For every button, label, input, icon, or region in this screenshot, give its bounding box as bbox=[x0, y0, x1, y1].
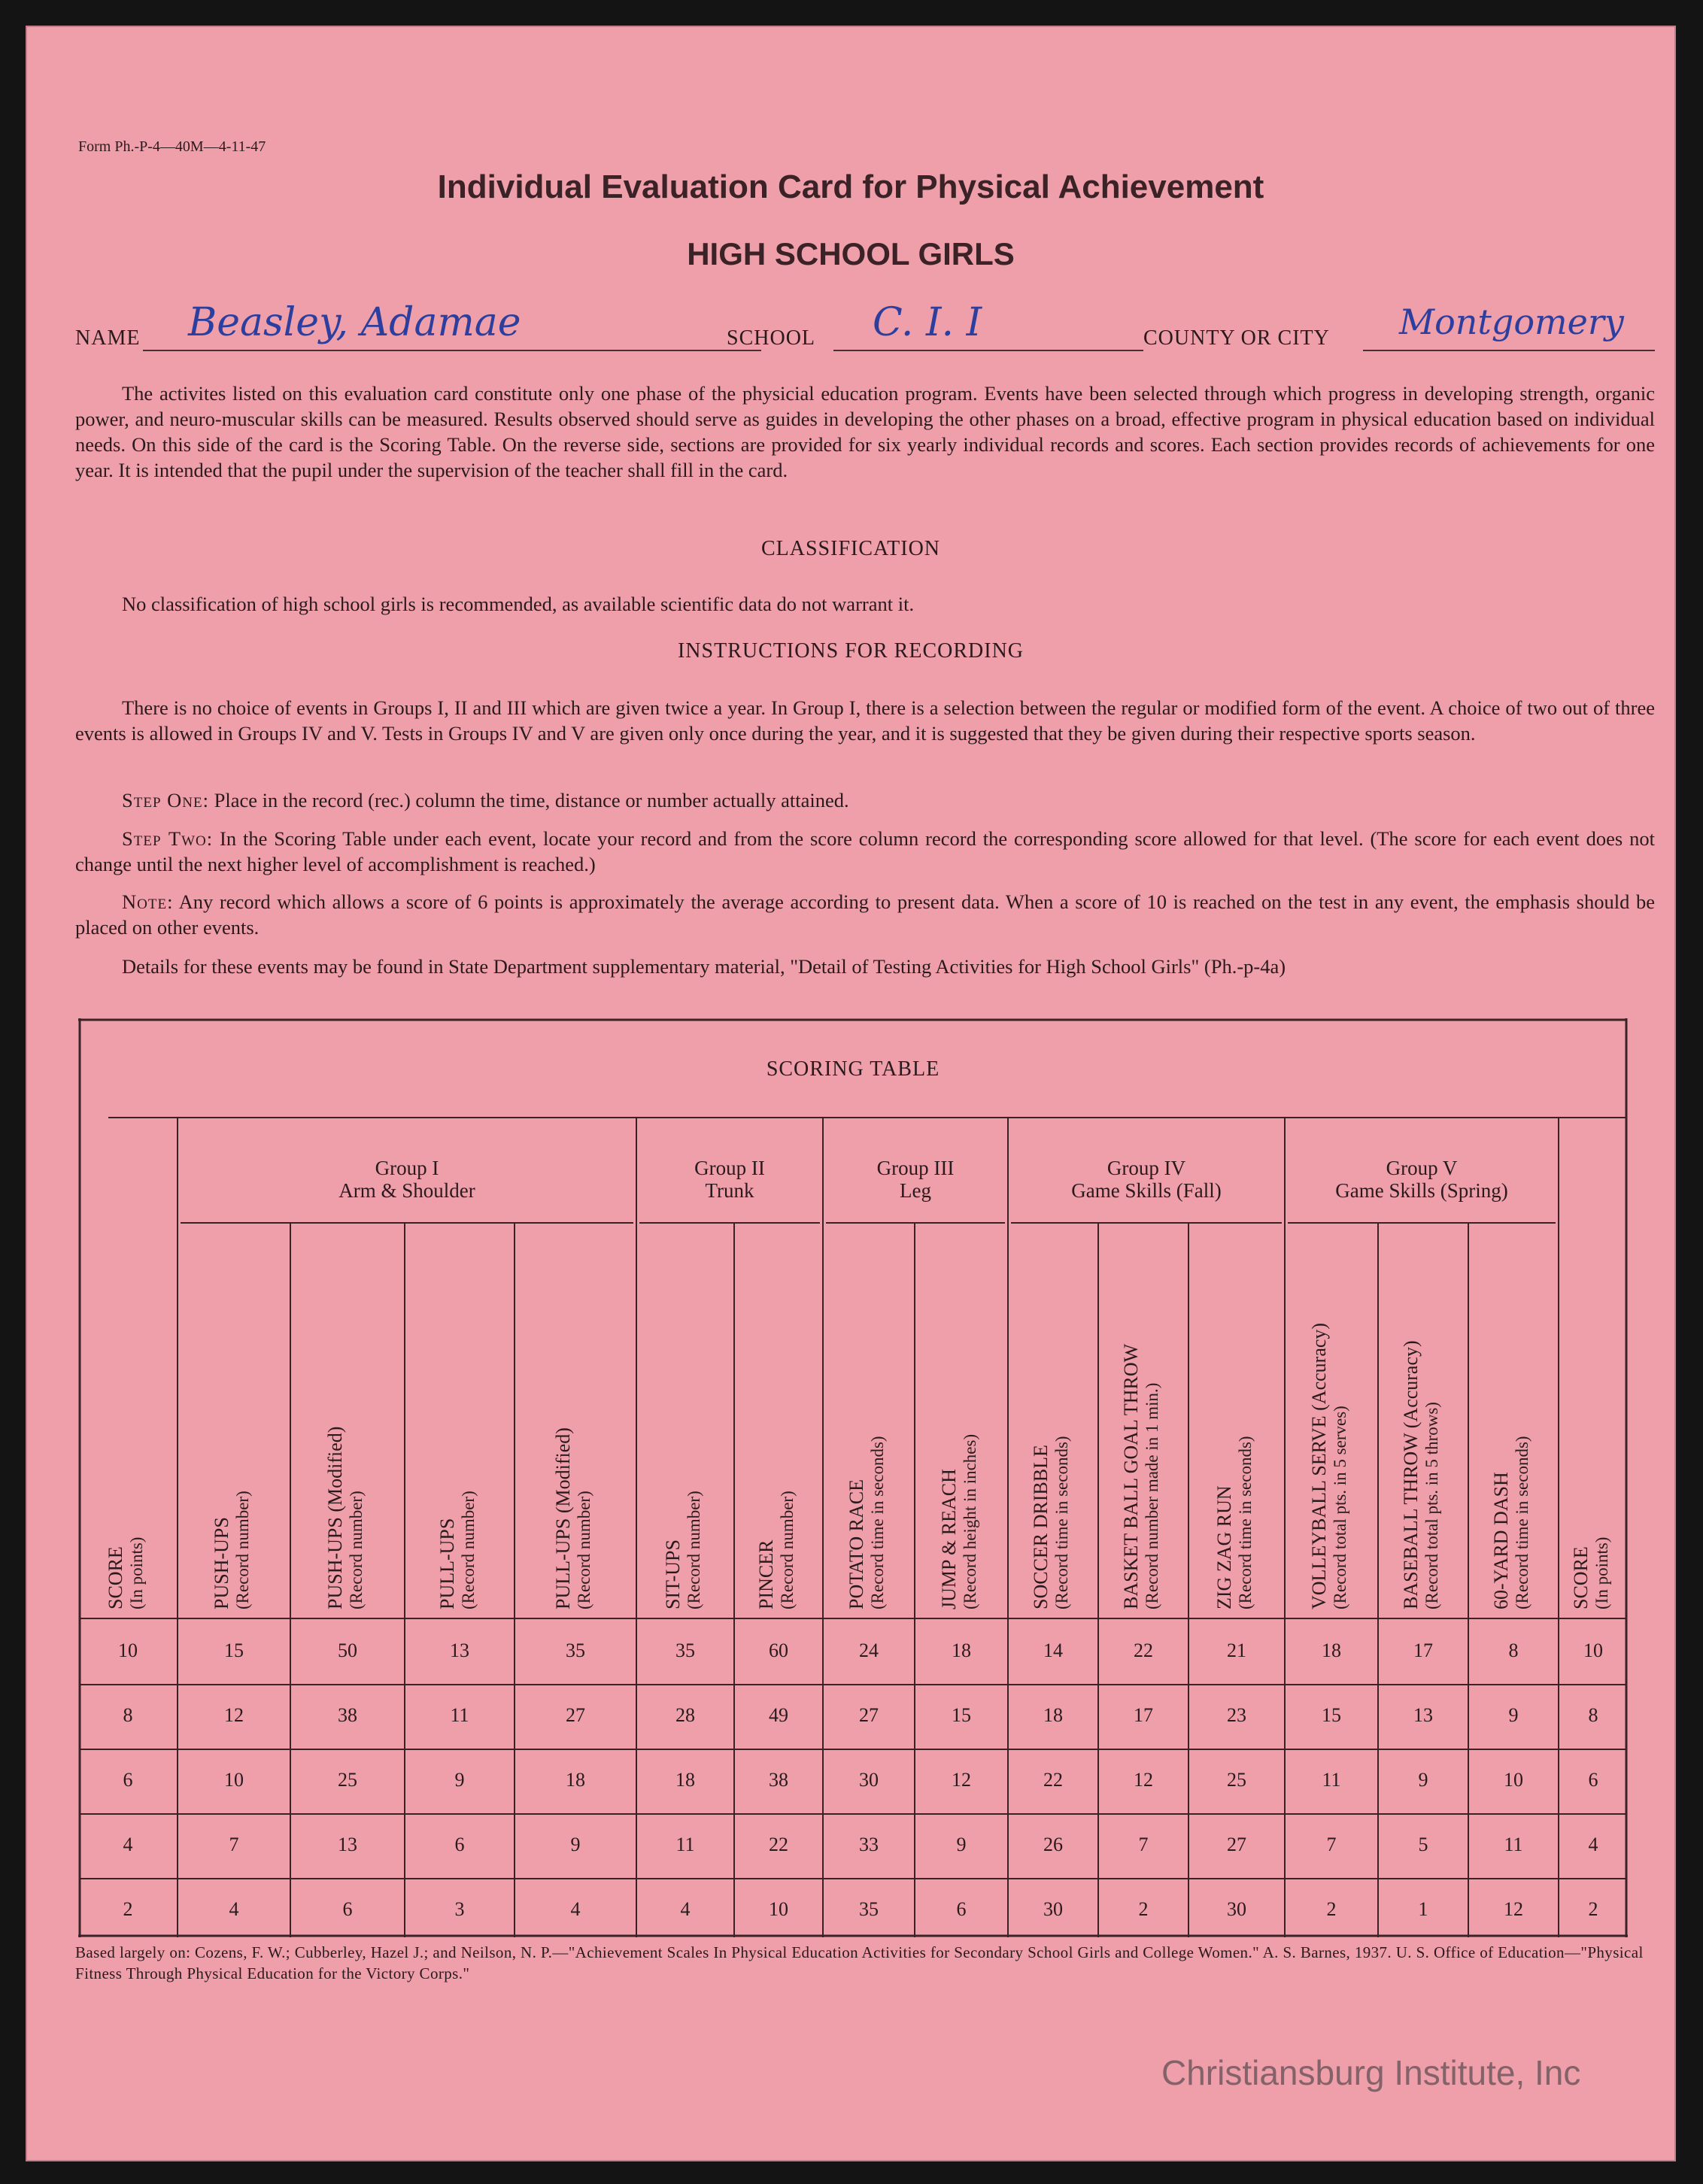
column-header-unit: (Record time in seconds) bbox=[1052, 1436, 1071, 1609]
column-header-unit: (Record time in seconds) bbox=[1236, 1436, 1255, 1609]
school-line bbox=[833, 350, 1143, 351]
table-cell: 2 bbox=[1588, 1898, 1598, 1920]
table-cell: 33 bbox=[859, 1834, 879, 1855]
table-cell: 4 bbox=[1588, 1834, 1598, 1855]
table-cell: 6 bbox=[342, 1898, 353, 1920]
school-value: C. I. I bbox=[873, 300, 982, 345]
table-cell: 10 bbox=[224, 1769, 244, 1791]
table-cell: 13 bbox=[1413, 1704, 1433, 1726]
step-one-label: Step One: bbox=[122, 789, 209, 811]
name-line bbox=[143, 350, 761, 351]
group-subtitle: Game Skills (Fall) bbox=[1071, 1179, 1222, 1202]
table-cell: 2 bbox=[1138, 1898, 1149, 1920]
group-heading bbox=[1008, 1157, 1285, 1202]
table-cell: 24 bbox=[859, 1640, 879, 1661]
footnote: Based largely on: Cozens, F. W.; Cubberley, Hazel J.; and Neilson, N. P.—"Achievement Scales In Physical Education Activities for Secondary School Girls and College Women." A. S. Barnes, 1937. U. S. Office of Education—"Physical Fitness Through Physical Education for the Victory Corps." bbox=[75, 1943, 1644, 1982]
table-cell: 9 bbox=[1418, 1769, 1428, 1791]
table-cell: 7 bbox=[229, 1834, 239, 1855]
column-header-unit: (In points) bbox=[1592, 1536, 1611, 1609]
table-cell: 12 bbox=[952, 1769, 971, 1791]
column-header-unit: (Record number) bbox=[347, 1491, 366, 1609]
step-two bbox=[75, 826, 1655, 877]
column-header-unit: (Record number) bbox=[575, 1491, 593, 1609]
column-header bbox=[846, 1218, 899, 1609]
column-header bbox=[211, 1218, 264, 1609]
table-cell: 35 bbox=[859, 1898, 879, 1920]
group-name: Group I bbox=[375, 1157, 439, 1179]
table-cell: 13 bbox=[338, 1834, 357, 1855]
table-cell: 25 bbox=[338, 1769, 357, 1791]
table-cell: 22 bbox=[769, 1834, 788, 1855]
table-cell: 10 bbox=[769, 1898, 788, 1920]
name-label: NAME bbox=[75, 326, 141, 350]
column-header bbox=[1031, 1218, 1083, 1609]
column-header-title: SOCCER DRIBBLE bbox=[1030, 1445, 1052, 1609]
table-cell: 4 bbox=[570, 1898, 581, 1920]
column-header-title: ZIG ZAG RUN bbox=[1213, 1485, 1235, 1609]
column-header bbox=[1309, 1218, 1361, 1609]
table-cell: 12 bbox=[1134, 1769, 1153, 1791]
identity-fields bbox=[75, 300, 1655, 360]
table-cell: 30 bbox=[859, 1769, 879, 1791]
name-value: Beasley, Adamae bbox=[188, 300, 521, 345]
group-heading bbox=[178, 1157, 636, 1202]
table-cell: 9 bbox=[570, 1834, 581, 1855]
watermark: Christiansburg Institute, Inc bbox=[1161, 2053, 1581, 2092]
column-header-title: POTATO RACE bbox=[845, 1479, 867, 1609]
table-cell: 11 bbox=[1504, 1834, 1523, 1855]
table-cell: 15 bbox=[224, 1640, 244, 1661]
column-header-title: BASKET BALL GOAL THROW bbox=[1120, 1343, 1142, 1609]
group-heading bbox=[823, 1157, 1008, 1202]
table-cell: 11 bbox=[450, 1704, 469, 1726]
county-label: COUNTY OR CITY bbox=[1143, 326, 1330, 350]
note bbox=[75, 889, 1655, 940]
table-cell: 4 bbox=[229, 1898, 239, 1920]
table-cell: 28 bbox=[675, 1704, 695, 1726]
table-cell: 38 bbox=[769, 1769, 788, 1791]
group-heading bbox=[636, 1157, 823, 1202]
step-two-label: Step Two: bbox=[122, 827, 214, 850]
table-cell: 5 bbox=[1418, 1834, 1428, 1855]
intro-paragraph: The activites listed on this evaluation card constitute only one phase of the physicial education program. Events have been selected through which progress in developing strength, organic power, and neuro-muscular skills can be measured. Results observed should serve as guides in developing the other phases on a broad, effective program in physical education based on individual needs. On this side of the card is the Scoring Table. On the reverse side, sections are provided for six yearly individual records and scores. Each section provides records of achievements for one year. It is intended that the pupil under the supervision of the teacher shall fill in the card. bbox=[75, 382, 1655, 481]
table-cell: 60 bbox=[769, 1640, 788, 1661]
column-header-title: SCORE bbox=[1570, 1546, 1592, 1609]
table-cell: 9 bbox=[1508, 1704, 1519, 1726]
table-cell: 12 bbox=[224, 1704, 244, 1726]
group-heading bbox=[1285, 1157, 1559, 1202]
table-cell: 21 bbox=[1227, 1640, 1246, 1661]
table-cell: 2 bbox=[1326, 1898, 1337, 1920]
column-header-unit: (In points) bbox=[127, 1536, 146, 1609]
group-name: Group IV bbox=[1106, 1157, 1186, 1179]
table-cell: 6 bbox=[454, 1834, 465, 1855]
column-header-unit: (Record number) bbox=[459, 1491, 478, 1609]
column-header bbox=[663, 1218, 715, 1609]
column-header-title: PINCER bbox=[755, 1539, 777, 1609]
table-cell: 15 bbox=[1322, 1704, 1341, 1726]
table-cell: 12 bbox=[1504, 1898, 1523, 1920]
group-name: Group II bbox=[694, 1157, 765, 1179]
table-cell: 49 bbox=[769, 1704, 788, 1726]
table-cell: 8 bbox=[123, 1704, 133, 1726]
note-label: Note: bbox=[122, 890, 174, 913]
table-cell: 6 bbox=[1588, 1769, 1598, 1791]
table-cell: 8 bbox=[1508, 1640, 1519, 1661]
group-name: Group V bbox=[1386, 1157, 1458, 1179]
column-header-unit: (Record total pts. in 5 throws) bbox=[1422, 1402, 1441, 1609]
table-cell: 18 bbox=[675, 1769, 695, 1791]
table-cell: 22 bbox=[1134, 1640, 1153, 1661]
column-header-title: PUSH-UPS (Modified) bbox=[324, 1426, 346, 1609]
table-cell: 26 bbox=[1043, 1834, 1063, 1855]
column-header-title: BASEBALL THROW (Accuracy) bbox=[1400, 1340, 1422, 1609]
column-header bbox=[756, 1218, 809, 1609]
column-header-title: SIT-UPS bbox=[662, 1539, 684, 1609]
form-number: Form Ph.-P-4—40M—4-11-47 bbox=[78, 138, 266, 155]
column-header-title: JUMP & REACH bbox=[938, 1469, 960, 1609]
step-one bbox=[75, 787, 1655, 813]
table-cell: 11 bbox=[1322, 1769, 1341, 1791]
group-subtitle: Leg bbox=[900, 1179, 931, 1202]
column-header-title: PULL-UPS bbox=[436, 1518, 458, 1609]
group-subtitle: Trunk bbox=[705, 1179, 754, 1202]
table-cell: 10 bbox=[1504, 1769, 1523, 1791]
column-header-unit: (Record total pts. in 5 serves) bbox=[1331, 1406, 1349, 1609]
column-header-unit: (Record height in inches) bbox=[961, 1433, 979, 1609]
table-cell: 14 bbox=[1043, 1640, 1063, 1661]
column-header bbox=[1401, 1218, 1453, 1609]
group-subtitle: Game Skills (Spring) bbox=[1335, 1179, 1508, 1202]
step-two-text: In the Scoring Table under each event, locate your record and from the score column record the corresponding score allowed for that level. (The score for each event does not change until the next higher level of accomplishment is reached.) bbox=[75, 827, 1655, 875]
table-cell: 35 bbox=[566, 1640, 585, 1661]
column-header bbox=[553, 1218, 606, 1609]
school-label: SCHOOL bbox=[727, 326, 816, 350]
table-cell: 6 bbox=[123, 1769, 133, 1791]
table-cell: 15 bbox=[952, 1704, 971, 1726]
column-header-unit: (Record number) bbox=[233, 1491, 252, 1609]
instructions-heading: INSTRUCTIONS FOR RECORDING bbox=[677, 639, 1025, 663]
instructions-paragraph: There is no choice of events in Groups I, II and III which are given twice a year. In Group I, there is a selection between the regular or modified form of the event. A choice of two out of three events is allowed in Groups IV and V. Tests in Groups IV and V are given only once during the year, and it is suggested that they be given during their respective sports season. bbox=[75, 696, 1655, 745]
table-cell: 3 bbox=[454, 1898, 465, 1920]
column-header bbox=[1121, 1218, 1173, 1609]
card-subtitle: HIGH SCHOOL GIRLS bbox=[687, 236, 1015, 271]
column-header bbox=[325, 1218, 378, 1609]
table-cell: 4 bbox=[680, 1898, 691, 1920]
table-cell: 27 bbox=[566, 1704, 585, 1726]
table-cell: 18 bbox=[566, 1769, 585, 1791]
table-cell: 8 bbox=[1588, 1704, 1598, 1726]
column-header-title: VOLLEYBALL SERVE (Accuracy) bbox=[1308, 1322, 1330, 1609]
note-text: Any record which allows a score of 6 points is approximately the average according to present data. When a score of 10 is reached on the test in any event, the emphasis should be placed on other events. bbox=[75, 890, 1655, 939]
table-cell: 17 bbox=[1134, 1704, 1153, 1726]
group-subtitle: Arm & Shoulder bbox=[338, 1179, 475, 1202]
table-cell: 18 bbox=[1322, 1640, 1341, 1661]
table-cell: 27 bbox=[859, 1704, 879, 1726]
county-line bbox=[1363, 350, 1655, 351]
classification-heading: CLASSIFICATION bbox=[760, 537, 941, 560]
column-header bbox=[437, 1218, 490, 1609]
scoring-table-title: SCORING TABLE bbox=[766, 1057, 940, 1081]
column-header bbox=[1491, 1218, 1544, 1609]
table-cell: 35 bbox=[675, 1640, 695, 1661]
table-cell: 9 bbox=[956, 1834, 967, 1855]
table-cell: 18 bbox=[1043, 1704, 1063, 1726]
table-cell: 17 bbox=[1413, 1640, 1433, 1661]
details-text: Details for these events may be found in State Department supplementary material, "Detail of Testing Activities for High School Girls" (Ph.-p-4a) bbox=[122, 955, 1286, 978]
column-header-unit: (Record time in seconds) bbox=[1513, 1436, 1531, 1609]
table-cell: 4 bbox=[123, 1834, 133, 1855]
step-one-text: Place in the record (rec.) column the time, distance or number actually attained. bbox=[214, 789, 849, 811]
card-title: Individual Evaluation Card for Physical Achievement bbox=[437, 168, 1264, 205]
classification-text: No classification of high school girls is recommended, as available scientific data do not warrant it. bbox=[122, 593, 915, 615]
table-cell: 9 bbox=[454, 1769, 465, 1791]
column-header-title: 60-YARD DASH bbox=[1490, 1472, 1512, 1609]
table-cell: 23 bbox=[1227, 1704, 1246, 1726]
table-cell: 18 bbox=[952, 1640, 971, 1661]
column-header-unit: (Record number) bbox=[778, 1491, 797, 1609]
column-header bbox=[105, 1218, 158, 1609]
table-cell: 27 bbox=[1227, 1834, 1246, 1855]
county-value: Montgomery bbox=[1399, 302, 1624, 342]
table-cell: 30 bbox=[1227, 1898, 1246, 1920]
table-cell: 22 bbox=[1043, 1769, 1063, 1791]
table-cell: 10 bbox=[1583, 1640, 1603, 1661]
table-cell: 7 bbox=[1138, 1834, 1149, 1855]
column-header bbox=[939, 1218, 991, 1609]
group-name: Group III bbox=[876, 1157, 955, 1179]
table-cell: 7 bbox=[1326, 1834, 1337, 1855]
column-header-unit: (Record number made in 1 min.) bbox=[1143, 1382, 1161, 1609]
table-cell: 2 bbox=[123, 1898, 133, 1920]
table-cell: 13 bbox=[450, 1640, 469, 1661]
table-cell: 10 bbox=[118, 1640, 138, 1661]
table-cell: 6 bbox=[956, 1898, 967, 1920]
column-header-unit: (Record time in seconds) bbox=[868, 1436, 887, 1609]
column-header bbox=[1214, 1218, 1267, 1609]
table-cell: 38 bbox=[338, 1704, 357, 1726]
table-cell: 30 bbox=[1043, 1898, 1063, 1920]
column-header-title: SCORE bbox=[105, 1546, 126, 1609]
scoring-table bbox=[78, 1018, 1628, 1937]
table-cell: 11 bbox=[675, 1834, 695, 1855]
column-header-title: PULL-UPS (Modified) bbox=[552, 1427, 574, 1609]
table-cell: 50 bbox=[338, 1640, 357, 1661]
table-cell: 1 bbox=[1418, 1898, 1428, 1920]
column-header-title: PUSH-UPS bbox=[211, 1517, 232, 1609]
evaluation-card bbox=[26, 26, 1676, 2161]
column-header bbox=[1571, 1218, 1623, 1609]
column-header-unit: (Record number) bbox=[685, 1491, 703, 1609]
table-cell: 25 bbox=[1227, 1769, 1246, 1791]
